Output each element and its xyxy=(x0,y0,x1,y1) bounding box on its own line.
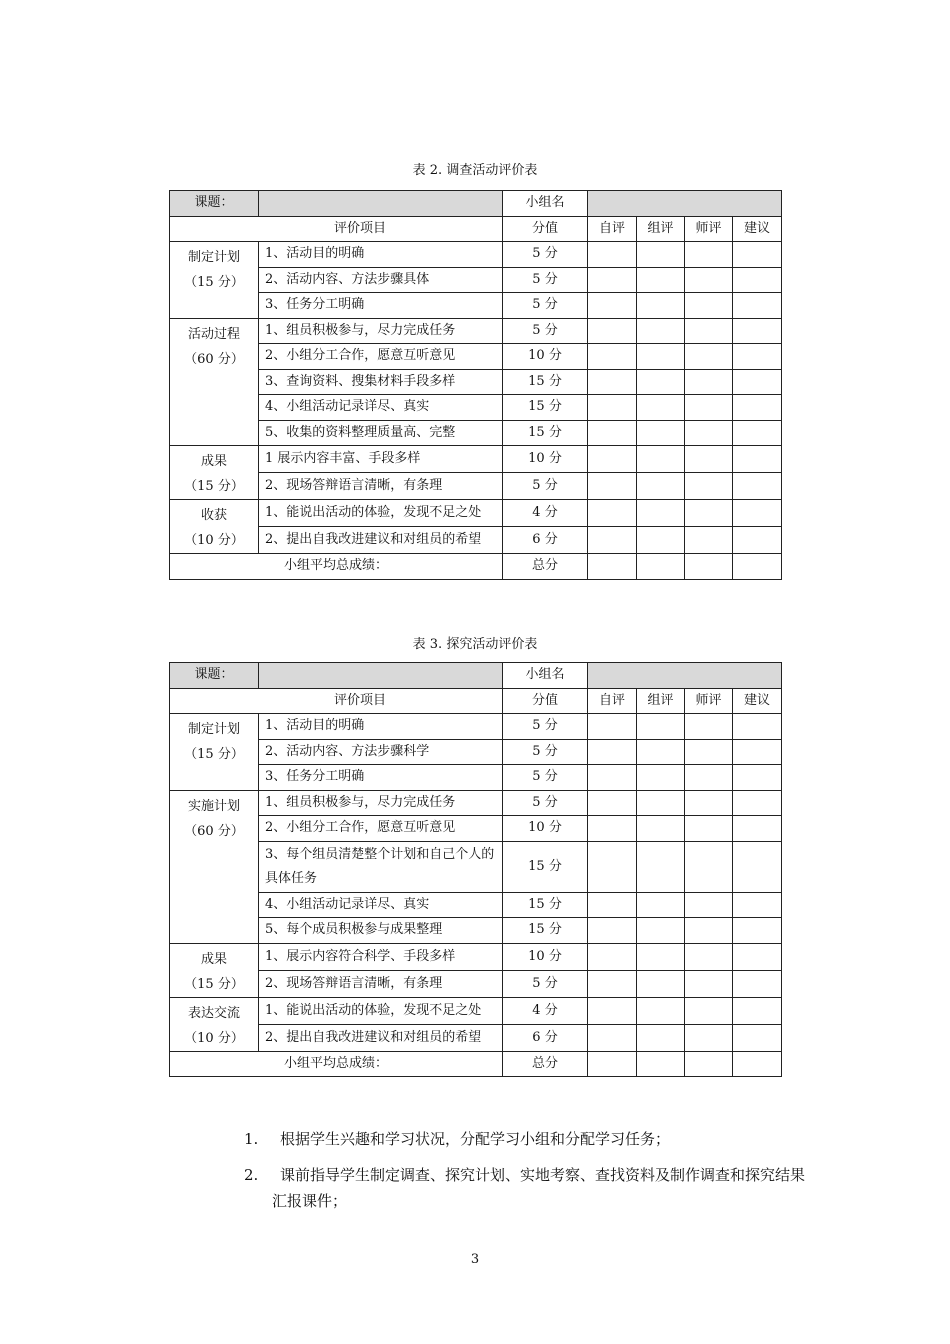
item-text: 5、收集的资料整理质量高、完整 xyxy=(259,420,503,446)
header-row xyxy=(170,663,782,689)
item-text: 5、每个成员积极参与成果整理 xyxy=(259,918,503,944)
list-text: 课前指导学生制定调查、探究计划、实地考察、查找资料及制作调查和探究结果汇报课件； xyxy=(272,1166,806,1210)
section-points: （15 分） xyxy=(184,976,244,992)
table-row xyxy=(170,420,782,446)
rating-column-header: 组评 xyxy=(637,216,685,242)
section-category xyxy=(170,446,259,500)
table-row xyxy=(170,242,782,268)
list-item xyxy=(244,1162,824,1218)
table-row xyxy=(170,1024,782,1051)
item-text: 4、小组活动记录详尽、真实 xyxy=(259,892,503,918)
item-text: 3、查询资料、搜集材料手段多样 xyxy=(259,369,503,395)
rating-cell xyxy=(685,943,733,970)
rating-cell xyxy=(588,267,637,293)
section-name: 收获 xyxy=(200,508,227,523)
rating-cell xyxy=(588,765,637,791)
rating-cell xyxy=(637,997,685,1024)
table-row xyxy=(170,790,782,816)
section-points: （15 分） xyxy=(184,747,244,762)
rating-column-header: 师评 xyxy=(685,216,733,242)
rating-cell xyxy=(637,473,685,500)
rating-cell xyxy=(637,527,685,554)
section-name: 实施计划 xyxy=(187,798,240,814)
section-category xyxy=(170,790,259,943)
rating-column-header: 自评 xyxy=(588,216,637,242)
rating-cell xyxy=(733,816,782,842)
rating-cell xyxy=(685,816,733,842)
rating-cell xyxy=(588,892,637,918)
item-text: 2、小组分工合作，愿意互听意见 xyxy=(259,344,503,370)
rating-cell xyxy=(733,714,782,740)
item-text: 3、任务分工明确 xyxy=(259,293,503,319)
score-value: 6 分 xyxy=(503,527,588,554)
rating-cell xyxy=(733,997,782,1024)
rating-cell xyxy=(733,395,782,421)
rating-cell xyxy=(685,841,733,892)
table-row xyxy=(170,765,782,791)
total-label: 总分 xyxy=(503,1051,588,1077)
rating-cell xyxy=(588,395,637,421)
group-value xyxy=(588,663,782,689)
rating-cell xyxy=(588,1051,637,1077)
score-value: 5 分 xyxy=(503,714,588,740)
rating-cell xyxy=(637,267,685,293)
item-text: 2、活动内容、方法步骤科学 xyxy=(259,739,503,765)
rating-cell xyxy=(685,344,733,370)
list-item xyxy=(244,1126,824,1162)
score-value: 5 分 xyxy=(503,739,588,765)
rating-cell xyxy=(588,369,637,395)
table-row xyxy=(170,344,782,370)
header-row xyxy=(170,191,782,217)
rating-cell xyxy=(637,739,685,765)
score-value: 5 分 xyxy=(503,790,588,816)
rating-cell xyxy=(685,395,733,421)
rating-cell xyxy=(733,943,782,970)
section-points: （10 分） xyxy=(184,1030,244,1046)
rating-cell xyxy=(588,500,637,527)
rating-cell xyxy=(685,970,733,997)
table-row xyxy=(170,997,782,1024)
item-text: 1、能说出活动的体验，发现不足之处 xyxy=(259,500,503,527)
section-points: （10 分） xyxy=(184,533,244,548)
item-text: 2、提出自我改进建议和对组员的希望 xyxy=(259,1024,503,1051)
section-name: 制定计划 xyxy=(187,722,240,737)
rating-cell xyxy=(733,970,782,997)
rating-cell xyxy=(733,554,782,580)
section-category xyxy=(170,997,259,1051)
item-text: 1、活动目的明确 xyxy=(259,242,503,268)
page-number: 3 xyxy=(470,1252,480,1267)
rating-cell xyxy=(733,446,782,473)
rating-cell xyxy=(588,242,637,268)
section-points: （60 分） xyxy=(184,823,244,839)
table-row xyxy=(170,918,782,944)
score-value: 5 分 xyxy=(503,267,588,293)
rating-cell xyxy=(733,369,782,395)
score-value: 5 分 xyxy=(503,970,588,997)
rating-cell xyxy=(733,892,782,918)
table-row xyxy=(170,841,782,892)
rating-cell xyxy=(685,318,733,344)
rating-cell xyxy=(637,369,685,395)
rating-cell xyxy=(733,739,782,765)
column-header-row xyxy=(170,688,782,714)
rating-cell xyxy=(733,293,782,319)
rating-cell xyxy=(733,242,782,268)
rating-cell xyxy=(588,790,637,816)
item-text: 2、现场答辩语言清晰，有条理 xyxy=(259,970,503,997)
rating-cell xyxy=(588,554,637,580)
rating-cell xyxy=(685,473,733,500)
rating-cell xyxy=(733,473,782,500)
rating-cell xyxy=(685,446,733,473)
rating-cell xyxy=(637,318,685,344)
score-value: 15 分 xyxy=(503,841,588,892)
rating-cell xyxy=(685,242,733,268)
rating-cell xyxy=(588,816,637,842)
rating-cell xyxy=(733,790,782,816)
section-category xyxy=(170,318,259,446)
rating-cell xyxy=(733,318,782,344)
rating-cell xyxy=(637,841,685,892)
table-row xyxy=(170,714,782,740)
rating-cell xyxy=(588,293,637,319)
topic-value xyxy=(259,191,503,217)
section-category xyxy=(170,943,259,997)
group-label: 小组名 xyxy=(503,191,588,217)
score-value: 15 分 xyxy=(503,918,588,944)
item-text: 2、小组分工合作，愿意互听意见 xyxy=(259,816,503,842)
rating-cell xyxy=(637,242,685,268)
score-value: 5 分 xyxy=(503,293,588,319)
rating-cell xyxy=(733,344,782,370)
rating-cell xyxy=(588,446,637,473)
rating-cell xyxy=(637,395,685,421)
score-value: 5 分 xyxy=(503,242,588,268)
table-row xyxy=(170,318,782,344)
score-value: 6 分 xyxy=(503,1024,588,1051)
rating-cell xyxy=(733,500,782,527)
rating-cell xyxy=(637,892,685,918)
item-text: 2、活动内容、方法步骤具体 xyxy=(259,267,503,293)
rating-cell xyxy=(637,918,685,944)
section-name: 表达交流 xyxy=(187,1005,240,1021)
rating-column-header: 建议 xyxy=(733,688,782,714)
rating-cell xyxy=(588,527,637,554)
rating-cell xyxy=(733,841,782,892)
group-value xyxy=(588,191,782,217)
rating-cell xyxy=(637,970,685,997)
score-value: 4 分 xyxy=(503,997,588,1024)
rating-cell xyxy=(685,500,733,527)
rating-cell xyxy=(733,1024,782,1051)
score-value: 15 分 xyxy=(503,892,588,918)
table3-evaluation xyxy=(169,662,782,1077)
rating-cell xyxy=(733,267,782,293)
score-value: 5 分 xyxy=(503,765,588,791)
score-value: 10 分 xyxy=(503,344,588,370)
section-points: （60 分） xyxy=(184,351,244,367)
section-points: （15 分） xyxy=(184,479,244,494)
rating-cell xyxy=(588,970,637,997)
item-text: 2、提出自我改进建议和对组员的希望 xyxy=(259,527,503,554)
topic-label: 课题： xyxy=(170,663,259,689)
table-row xyxy=(170,369,782,395)
table-row xyxy=(170,293,782,319)
score-value: 4 分 xyxy=(503,500,588,527)
footer-row xyxy=(170,554,782,580)
score-value: 10 分 xyxy=(503,943,588,970)
item-text: 1、组员积极参与，尽力完成任务 xyxy=(259,318,503,344)
rating-cell xyxy=(685,790,733,816)
item-header: 评价项目 xyxy=(170,688,503,714)
item-text: 4、小组活动记录详尽、真实 xyxy=(259,395,503,421)
rating-cell xyxy=(685,1024,733,1051)
section-points: （15 分） xyxy=(184,275,244,290)
score-value: 15 分 xyxy=(503,395,588,421)
table-row xyxy=(170,527,782,554)
list-number: 1. xyxy=(244,1130,259,1148)
rating-cell xyxy=(685,892,733,918)
rating-cell xyxy=(685,267,733,293)
rating-cell xyxy=(685,527,733,554)
table2-evaluation xyxy=(169,190,782,580)
rating-cell xyxy=(637,500,685,527)
rating-cell xyxy=(637,943,685,970)
instruction-list xyxy=(244,1126,824,1218)
table-row xyxy=(170,970,782,997)
rating-cell xyxy=(637,1024,685,1051)
rating-column-header: 师评 xyxy=(685,688,733,714)
rating-cell xyxy=(685,739,733,765)
rating-cell xyxy=(733,918,782,944)
score-value: 15 分 xyxy=(503,420,588,446)
table-row xyxy=(170,446,782,473)
rating-cell xyxy=(588,473,637,500)
rating-cell xyxy=(733,420,782,446)
rating-cell xyxy=(733,765,782,791)
rating-column-header: 组评 xyxy=(637,688,685,714)
rating-cell xyxy=(733,527,782,554)
topic-value xyxy=(259,663,503,689)
table3-caption: 表 3. 探究活动评价表 xyxy=(412,637,538,652)
table-row xyxy=(170,892,782,918)
rating-cell xyxy=(685,554,733,580)
score-value: 15 分 xyxy=(503,369,588,395)
group-label: 小组名 xyxy=(503,663,588,689)
rating-cell xyxy=(685,420,733,446)
topic-label: 课题： xyxy=(170,191,259,217)
section-category xyxy=(170,500,259,554)
item-text: 1、展示内容符合科学、手段多样 xyxy=(259,943,503,970)
table-row xyxy=(170,500,782,527)
section-category xyxy=(170,242,259,319)
total-label: 总分 xyxy=(503,554,588,580)
list-text: 根据学生兴趣和学习状况，分配学习小组和分配学习任务； xyxy=(280,1130,671,1148)
table-row xyxy=(170,816,782,842)
rating-cell xyxy=(637,344,685,370)
section-name: 成果 xyxy=(200,454,227,469)
table-row xyxy=(170,739,782,765)
section-name: 活动过程 xyxy=(187,326,240,342)
rating-cell xyxy=(685,714,733,740)
score-header: 分值 xyxy=(503,688,588,714)
table-row xyxy=(170,943,782,970)
score-value: 5 分 xyxy=(503,473,588,500)
column-header-row xyxy=(170,216,782,242)
rating-cell xyxy=(637,420,685,446)
rating-cell xyxy=(588,714,637,740)
list-number: 2. xyxy=(244,1166,259,1184)
rating-cell xyxy=(588,420,637,446)
table-row xyxy=(170,473,782,500)
section-name: 成果 xyxy=(200,951,227,967)
table-row xyxy=(170,267,782,293)
rating-cell xyxy=(588,918,637,944)
item-text: 2、现场答辩语言清晰，有条理 xyxy=(259,473,503,500)
average-score-label: 小组平均总成绩： xyxy=(170,554,503,580)
rating-cell xyxy=(685,369,733,395)
score-value: 5 分 xyxy=(503,318,588,344)
rating-cell xyxy=(588,841,637,892)
section-name: 制定计划 xyxy=(187,250,240,265)
average-score-label: 小组平均总成绩： xyxy=(170,1051,503,1077)
rating-column-header: 自评 xyxy=(588,688,637,714)
rating-cell xyxy=(588,318,637,344)
rating-cell xyxy=(685,293,733,319)
item-text: 3、每个组员清楚整个计划和自己个人的具体任务 xyxy=(259,841,503,892)
rating-cell xyxy=(685,765,733,791)
rating-cell xyxy=(588,943,637,970)
rating-cell xyxy=(588,739,637,765)
rating-cell xyxy=(637,816,685,842)
rating-cell xyxy=(637,1051,685,1077)
item-header: 评价项目 xyxy=(170,216,503,242)
footer-row xyxy=(170,1051,782,1077)
rating-cell xyxy=(685,997,733,1024)
rating-cell xyxy=(637,714,685,740)
rating-column-header: 建议 xyxy=(733,216,782,242)
section-category xyxy=(170,714,259,791)
rating-cell xyxy=(685,918,733,944)
score-header: 分值 xyxy=(503,216,588,242)
rating-cell xyxy=(588,997,637,1024)
rating-cell xyxy=(637,790,685,816)
item-text: 3、任务分工明确 xyxy=(259,765,503,791)
rating-cell xyxy=(637,554,685,580)
item-text: 1、能说出活动的体验，发现不足之处 xyxy=(259,997,503,1024)
score-value: 10 分 xyxy=(503,446,588,473)
rating-cell xyxy=(685,1051,733,1077)
rating-cell xyxy=(588,344,637,370)
item-text: 1 展示内容丰富、手段多样 xyxy=(259,446,503,473)
item-text: 1、活动目的明确 xyxy=(259,714,503,740)
rating-cell xyxy=(637,293,685,319)
score-value: 10 分 xyxy=(503,816,588,842)
rating-cell xyxy=(637,446,685,473)
rating-cell xyxy=(733,1051,782,1077)
rating-cell xyxy=(637,765,685,791)
rating-cell xyxy=(588,1024,637,1051)
table2-caption: 表 2. 调查活动评价表 xyxy=(412,163,538,178)
table-row xyxy=(170,395,782,421)
item-text: 1、组员积极参与，尽力完成任务 xyxy=(259,790,503,816)
